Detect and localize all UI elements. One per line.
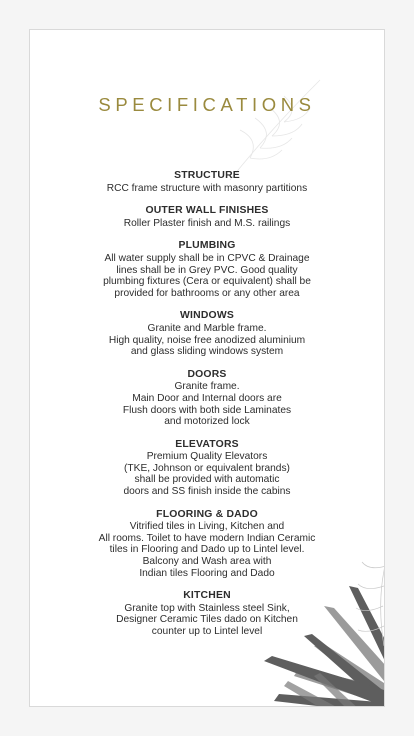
spec-line: Granite and Marble frame.: [147, 322, 267, 334]
spec-heading: WINDOWS: [180, 310, 234, 322]
spec-line: doors and SS finish inside the cabins: [123, 486, 291, 498]
spec-heading: OUTER WALL FINISHES: [145, 205, 269, 217]
spec-line: shall be provided with automatic: [134, 474, 280, 486]
specifications-card: [29, 29, 385, 707]
spec-section-windows: [30, 310, 384, 357]
spec-section-doors: [30, 369, 384, 428]
spec-section-plumbing: [30, 240, 384, 299]
spec-line: Granite frame.: [174, 381, 240, 393]
spec-line: All water supply shall be in CPVC & Drainage: [104, 252, 310, 264]
spec-heading: STRUCTURE: [174, 170, 240, 181]
spec-line: All rooms. Toilet to have modern Indian Ceramic: [98, 532, 316, 544]
spec-line: Flush doors with both side Laminates: [122, 404, 292, 416]
spec-line: tiles in Flooring and Dado up to Lintel level.: [109, 544, 305, 556]
spec-line: counter up to Lintel level: [151, 626, 263, 637]
spec-line: Balcony and Wash area with: [142, 556, 272, 568]
spec-line: and motorized lock: [164, 416, 250, 428]
spec-heading: KITCHEN: [183, 590, 231, 602]
spec-line: Granite top with Stainless steel Sink,: [124, 602, 290, 614]
spec-line: High quality, noise free anodized aluminium: [108, 334, 306, 346]
spec-section-kitchen: [30, 590, 384, 637]
spec-line: Main Door and Internal doors are: [132, 392, 282, 404]
spec-section-flooring-and-dado: [30, 509, 384, 580]
spec-line: lines shall be in Grey PVC. Good quality: [116, 264, 298, 276]
spec-section-outer-wall-finishes: [30, 205, 384, 229]
spec-section-elevators: [30, 439, 384, 498]
spec-line: Roller Plaster finish and M.S. railings: [123, 217, 291, 229]
spec-line: RCC frame structure with masonry partitions: [106, 182, 308, 194]
spec-line: provided for bathrooms or any other area: [114, 287, 300, 299]
spec-heading: PLUMBING: [178, 240, 236, 252]
specifications-list: [30, 170, 384, 649]
spec-heading: FLOORING & DADO: [156, 508, 258, 520]
spec-heading: ELEVATORS: [175, 438, 239, 450]
spec-section-structure: [30, 170, 384, 194]
spec-line: and glass sliding windows system: [130, 346, 284, 358]
spec-line: plumbing fixtures (Cera or equivalent) shall be: [103, 276, 311, 288]
spec-line: Vitrified tiles in Living, Kitchen and: [129, 521, 285, 533]
spec-line: (TKE, Johnson or equivalent brands): [124, 462, 290, 474]
spec-line: Indian tiles Flooring and Dado: [139, 567, 275, 579]
page-title: SPECIFICATIONS: [98, 94, 316, 115]
spec-line: Designer Ceramic Tiles dado on Kitchen: [116, 614, 298, 626]
spec-heading: DOORS: [187, 368, 227, 380]
spec-line: Premium Quality Elevators: [146, 451, 268, 463]
